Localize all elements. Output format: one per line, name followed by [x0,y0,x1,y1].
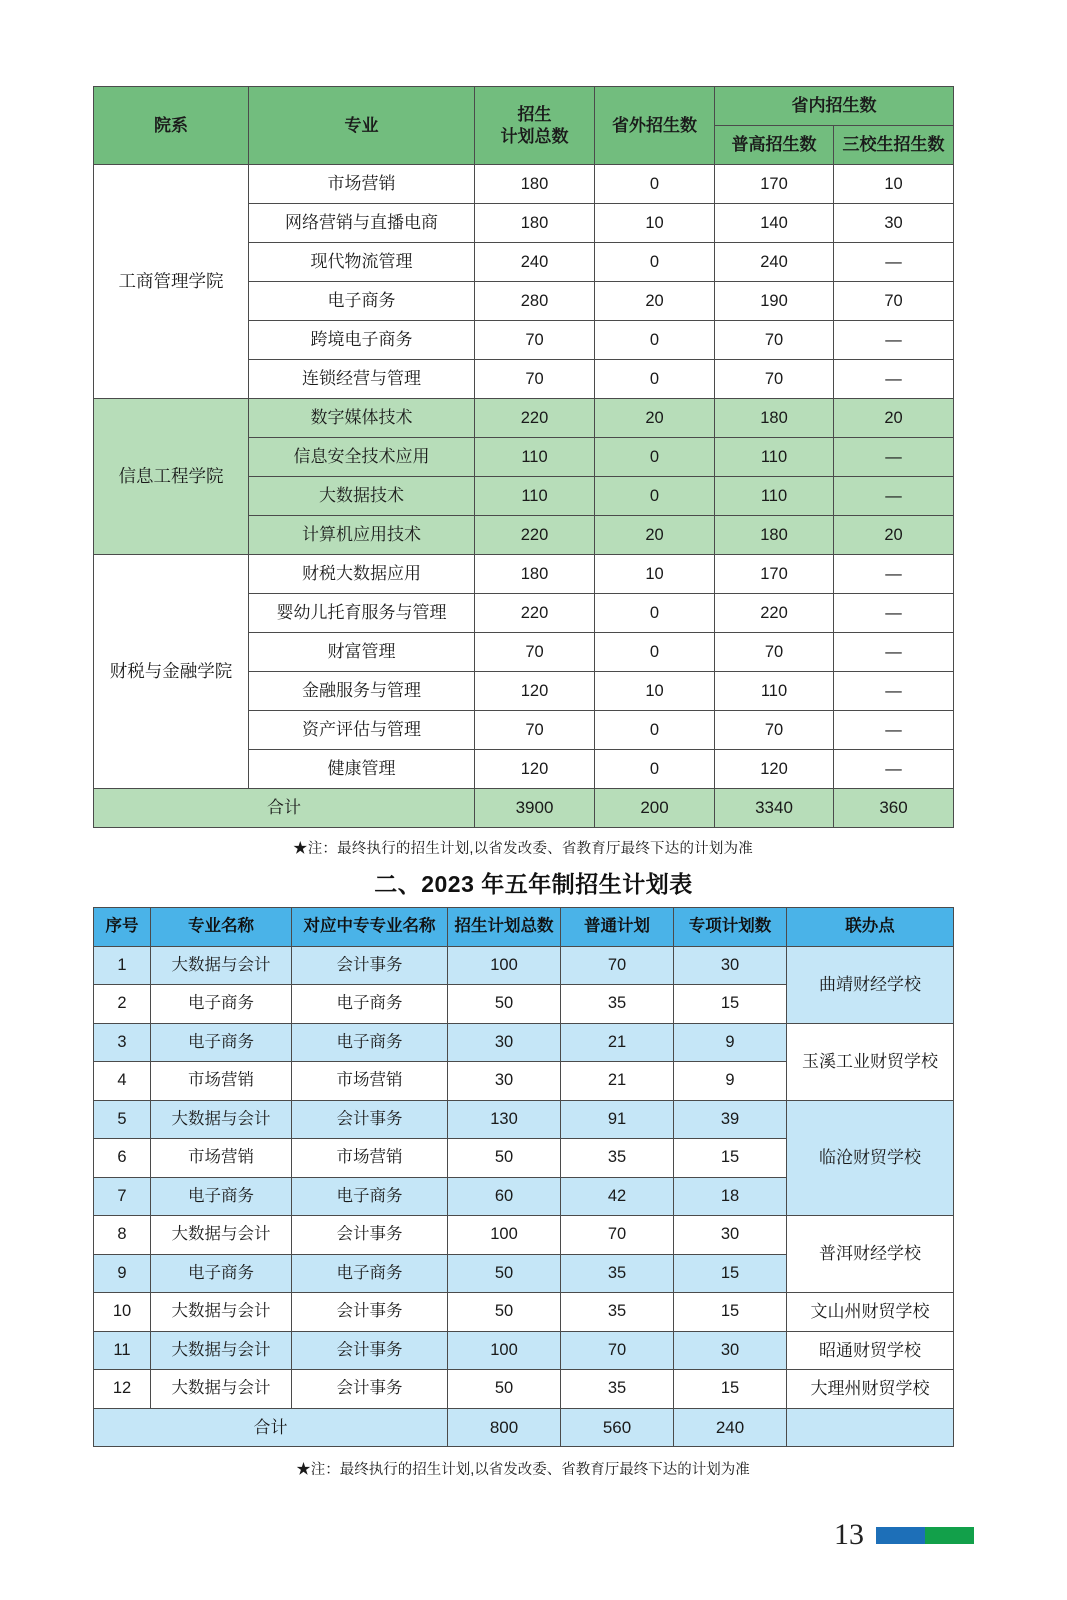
vocational-cell: — [834,711,954,750]
normal-plan-cell: 35 [561,1139,674,1178]
major-cell: 金融服务与管理 [249,672,475,711]
total-cell: 120 [475,672,595,711]
total-cell: 180 [475,165,595,204]
total-label: 合计 [94,789,475,828]
footer-bar-blue [876,1527,925,1544]
table2-header-row [94,908,954,947]
footer [834,1518,974,1552]
out-province-cell: 0 [595,360,715,399]
major-cell: 大数据与会计 [151,946,292,985]
admission-plan-table-section [93,86,953,858]
normal-plan-cell: 21 [561,1023,674,1062]
vocational-major-cell: 电子商务 [292,985,448,1024]
major-cell: 现代物流管理 [249,243,475,282]
regular-cell: 170 [715,165,834,204]
major-cell: 大数据与会计 [151,1370,292,1409]
major-cell: 健康管理 [249,750,475,789]
total-cell: 110 [475,477,595,516]
vocational-major-cell: 会计事务 [292,1293,448,1332]
total-cell: 3900 [475,789,595,828]
regular-cell: 110 [715,672,834,711]
row-number-cell: 8 [94,1216,151,1255]
total-cell: 110 [475,438,595,477]
vocational-cell: — [834,321,954,360]
total-cell: 100 [448,1331,561,1370]
total-cell: 180 [475,555,595,594]
table2-header-0: 序号 [94,908,151,947]
total-cell: 70 [475,633,595,672]
total-cell: 50 [448,1293,561,1332]
total-cell: 800 [448,1408,561,1447]
vocational-cell: — [834,750,954,789]
row-number-cell: 1 [94,946,151,985]
regular-cell: 70 [715,711,834,750]
admission-plan-table [93,86,954,828]
total-cell: 70 [475,321,595,360]
th-dept: 院系 [94,87,249,165]
partner-school-cell-empty [787,1408,954,1447]
normal-plan-cell: 70 [561,1216,674,1255]
total-cell: 220 [475,516,595,555]
major-cell: 计算机应用技术 [249,516,475,555]
total-cell: 180 [475,204,595,243]
regular-cell: 220 [715,594,834,633]
partner-school-cell: 曲靖财经学校 [787,946,954,1023]
total-cell: 50 [448,985,561,1024]
table2-head [94,908,954,947]
th-out-province: 省外招生数 [595,87,715,165]
normal-plan-cell: 21 [561,1062,674,1101]
out-province-cell: 0 [595,438,715,477]
out-province-cell: 20 [595,399,715,438]
table2-total-row [94,1408,954,1447]
regular-cell: 70 [715,321,834,360]
vocational-cell: — [834,438,954,477]
row-number-cell: 4 [94,1062,151,1101]
major-cell: 市场营销 [249,165,475,204]
partner-school-cell: 大理州财贸学校 [787,1370,954,1409]
table-row [94,946,954,985]
regular-cell: 240 [715,243,834,282]
major-cell: 电子商务 [151,985,292,1024]
partner-school-cell: 普洱财经学校 [787,1216,954,1293]
th-regular: 普高招生数 [715,126,834,165]
major-cell: 财富管理 [249,633,475,672]
regular-cell: 110 [715,438,834,477]
table-row [94,1023,954,1062]
total-cell: 50 [448,1139,561,1178]
table2-header-3: 招生计划总数 [448,908,561,947]
special-plan-cell: 15 [674,1139,787,1178]
out-province-cell: 0 [595,477,715,516]
table-row [94,165,954,204]
major-cell: 大数据与会计 [151,1100,292,1139]
department-cell: 信息工程学院 [94,399,249,555]
th-in-province: 省内招生数 [715,87,954,126]
major-cell: 大数据技术 [249,477,475,516]
regular-cell: 120 [715,750,834,789]
special-plan-cell: 15 [674,985,787,1024]
regular-cell: 140 [715,204,834,243]
total-cell: 30 [448,1062,561,1101]
table2-header-1: 专业名称 [151,908,292,947]
out-province-cell: 10 [595,204,715,243]
major-cell: 财税大数据应用 [249,555,475,594]
vocational-major-cell: 电子商务 [292,1254,448,1293]
vocational-cell: — [834,633,954,672]
th-major: 专业 [249,87,475,165]
total-cell: 50 [448,1254,561,1293]
total-cell: 130 [448,1100,561,1139]
table-row [94,399,954,438]
regular-cell: 180 [715,516,834,555]
special-plan-cell: 240 [674,1408,787,1447]
table-row [94,555,954,594]
total-cell: 60 [448,1177,561,1216]
normal-plan-cell: 70 [561,1331,674,1370]
vocational-cell: 30 [834,204,954,243]
vocational-major-cell: 市场营销 [292,1139,448,1178]
department-cell: 工商管理学院 [94,165,249,399]
table2-body [94,946,954,1447]
row-number-cell: 12 [94,1370,151,1409]
row-number-cell: 9 [94,1254,151,1293]
total-cell: 50 [448,1370,561,1409]
table2-note: ★注：最终执行的招生计划,以省发改委、省教育厅最终下达的计划为准 [296,1462,750,1478]
vocational-cell: 20 [834,399,954,438]
total-cell: 220 [475,399,595,438]
vocational-major-cell: 会计事务 [292,1216,448,1255]
regular-cell: 3340 [715,789,834,828]
special-plan-cell: 9 [674,1023,787,1062]
table-row [94,1370,954,1409]
normal-plan-cell: 560 [561,1408,674,1447]
major-cell: 电子商务 [151,1177,292,1216]
major-cell: 信息安全技术应用 [249,438,475,477]
vocational-major-cell: 市场营销 [292,1062,448,1101]
page-number: 13 [834,1518,864,1551]
normal-plan-cell: 70 [561,946,674,985]
total-cell: 280 [475,282,595,321]
vocational-cell: 20 [834,516,954,555]
regular-cell: 170 [715,555,834,594]
special-plan-cell: 15 [674,1293,787,1332]
vocational-major-cell: 会计事务 [292,1331,448,1370]
normal-plan-cell: 91 [561,1100,674,1139]
row-number-cell: 10 [94,1293,151,1332]
row-number-cell: 11 [94,1331,151,1370]
major-cell: 电子商务 [249,282,475,321]
major-cell: 网络营销与直播电商 [249,204,475,243]
vocational-major-cell: 会计事务 [292,1370,448,1409]
normal-plan-cell: 35 [561,1254,674,1293]
out-province-cell: 0 [595,243,715,282]
table-row [94,1331,954,1370]
special-plan-cell: 30 [674,1331,787,1370]
partner-school-cell: 文山州财贸学校 [787,1293,954,1332]
out-province-cell: 20 [595,282,715,321]
department-cell: 财税与金融学院 [94,555,249,789]
vocational-cell: — [834,555,954,594]
footer-bar-green [925,1527,974,1544]
major-cell: 市场营销 [151,1139,292,1178]
vocational-major-cell: 会计事务 [292,946,448,985]
vocational-cell: — [834,243,954,282]
total-cell: 100 [448,946,561,985]
table-row [94,1100,954,1139]
row-number-cell: 3 [94,1023,151,1062]
major-cell: 大数据与会计 [151,1293,292,1332]
partner-school-cell: 玉溪工业财贸学校 [787,1023,954,1100]
special-plan-cell: 39 [674,1100,787,1139]
regular-cell: 70 [715,360,834,399]
out-province-cell: 0 [595,750,715,789]
normal-plan-cell: 35 [561,1370,674,1409]
table2-header-2: 对应中专专业名称 [292,908,448,947]
total-label: 合计 [94,1408,448,1447]
major-cell: 大数据与会计 [151,1331,292,1370]
special-plan-cell: 15 [674,1370,787,1409]
out-province-cell: 200 [595,789,715,828]
row-number-cell: 5 [94,1100,151,1139]
vocational-major-cell: 电子商务 [292,1023,448,1062]
major-cell: 资产评估与管理 [249,711,475,750]
section-title: 二、2023 年五年制招生计划表 [374,871,693,897]
row-number-cell: 6 [94,1139,151,1178]
major-cell: 电子商务 [151,1023,292,1062]
out-province-cell: 10 [595,672,715,711]
table2-header-4: 普通计划 [561,908,674,947]
table2-header-6: 联办点 [787,908,954,947]
table1-body [94,165,954,828]
major-cell: 大数据与会计 [151,1216,292,1255]
major-cell: 市场营销 [151,1062,292,1101]
th-vocational: 三校生招生数 [834,126,954,165]
vocational-major-cell: 会计事务 [292,1100,448,1139]
vocational-cell: 10 [834,165,954,204]
normal-plan-cell: 35 [561,1293,674,1332]
partner-school-cell: 昭通财贸学校 [787,1331,954,1370]
out-province-cell: 0 [595,633,715,672]
total-cell: 70 [475,711,595,750]
total-cell: 30 [448,1023,561,1062]
major-cell: 连锁经营与管理 [249,360,475,399]
five-year-plan-table-section [93,907,953,1479]
vocational-cell: 360 [834,789,954,828]
out-province-cell: 10 [595,555,715,594]
major-cell: 电子商务 [151,1254,292,1293]
footer-color-bar [876,1527,974,1544]
out-province-cell: 0 [595,321,715,360]
regular-cell: 70 [715,633,834,672]
vocational-cell: 70 [834,282,954,321]
special-plan-cell: 30 [674,946,787,985]
total-cell: 120 [475,750,595,789]
th-total: 招生 计划总数 [475,87,595,165]
table-row [94,1216,954,1255]
partner-school-cell: 临沧财贸学校 [787,1100,954,1216]
vocational-cell: — [834,477,954,516]
out-province-cell: 0 [595,165,715,204]
total-cell: 100 [448,1216,561,1255]
table-row [94,1293,954,1332]
total-cell: 70 [475,360,595,399]
normal-plan-cell: 42 [561,1177,674,1216]
regular-cell: 190 [715,282,834,321]
normal-plan-cell: 35 [561,985,674,1024]
vocational-major-cell: 电子商务 [292,1177,448,1216]
five-year-plan-table [93,907,954,1447]
vocational-cell: — [834,594,954,633]
table1-head [94,87,954,165]
special-plan-cell: 9 [674,1062,787,1101]
row-number-cell: 2 [94,985,151,1024]
table1-header-row-1 [94,87,954,126]
major-cell: 婴幼儿托育服务与管理 [249,594,475,633]
vocational-cell: — [834,360,954,399]
table1-total-row [94,789,954,828]
out-province-cell: 0 [595,711,715,750]
total-cell: 220 [475,594,595,633]
out-province-cell: 0 [595,594,715,633]
special-plan-cell: 18 [674,1177,787,1216]
table2-header-5: 专项计划数 [674,908,787,947]
regular-cell: 180 [715,399,834,438]
vocational-cell: — [834,672,954,711]
table1-note: ★注：最终执行的招生计划,以省发改委、省教育厅最终下达的计划为准 [293,841,753,857]
row-number-cell: 7 [94,1177,151,1216]
major-cell: 跨境电子商务 [249,321,475,360]
total-cell: 240 [475,243,595,282]
major-cell: 数字媒体技术 [249,399,475,438]
special-plan-cell: 30 [674,1216,787,1255]
out-province-cell: 20 [595,516,715,555]
regular-cell: 110 [715,477,834,516]
special-plan-cell: 15 [674,1254,787,1293]
